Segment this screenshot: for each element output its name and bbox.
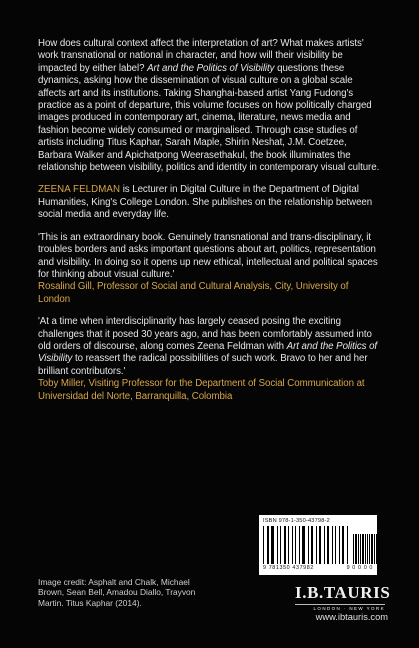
barcode-bar bbox=[342, 526, 344, 564]
quote-attribution: Toby Miller, Visiting Professor for the Department of Social Communication at Universidad del Norte, Barranquilla, Colombia bbox=[38, 378, 365, 402]
barcode-digits bbox=[263, 565, 373, 571]
barcode-bar bbox=[294, 526, 295, 564]
barcode-bar bbox=[316, 526, 317, 564]
barcode-bar bbox=[322, 526, 323, 564]
barcode-bar bbox=[265, 526, 266, 564]
barcode-addon-bar bbox=[355, 534, 357, 564]
barcode-bar bbox=[270, 526, 271, 564]
barcode-bar bbox=[306, 526, 307, 564]
isbn-barcode bbox=[259, 515, 377, 575]
endorsement-quote bbox=[38, 316, 382, 403]
barcode-number: 9 781350 437982 bbox=[263, 565, 314, 571]
blurb-text-2: questions these dynamics, asking how the dissemination of visual culture on a global scale affects art and its institutions. Taking Shanghai-based artist Yang Fudong's practice as a point of departure, this volume focuses on how politically charged images produced in contemporary art, cinema, literature, news media and fashion become widely consumed or marginalised. Through case studies of artists including Titus Kaphar, Sarah Maple, Shirin Neshat, J.M. Coetzee, Barbara Walker and Apichatpong Weerasethakul, the book illuminates the relationship between visibility, politics and identity in contemporary visual culture. bbox=[38, 62, 380, 174]
barcode-bar bbox=[267, 526, 269, 564]
barcode-bar bbox=[319, 526, 321, 564]
barcode-bar bbox=[288, 526, 289, 564]
barcode-bar bbox=[279, 526, 280, 564]
barcode-bar bbox=[297, 526, 298, 564]
barcode-bar bbox=[345, 526, 346, 564]
barcode-bar bbox=[280, 526, 281, 564]
barcode-bar bbox=[335, 526, 336, 564]
barcode-bar bbox=[302, 526, 305, 564]
barcode-bar bbox=[332, 526, 333, 564]
blurb-paragraph bbox=[38, 38, 382, 174]
barcode-bar bbox=[271, 526, 274, 564]
barcode-bar bbox=[284, 526, 286, 564]
barcode-bar bbox=[314, 526, 315, 564]
barcode-bar bbox=[311, 526, 313, 564]
author-bio bbox=[38, 184, 382, 221]
endorsement-quote bbox=[38, 232, 382, 306]
book-blurb bbox=[38, 38, 382, 174]
barcode-bar bbox=[295, 526, 296, 564]
barcode-addon-bar bbox=[367, 534, 368, 564]
barcode-bar bbox=[287, 526, 288, 564]
barcode-addon-bar bbox=[378, 534, 380, 564]
barcode-bar bbox=[324, 526, 325, 564]
author-bio-text: is Lecturer in Digital Culture in the Department of Digital Humanities, King's College London. She publishes on the relationship between social media and everyday life. bbox=[38, 184, 373, 221]
barcode-addon-bar bbox=[360, 534, 361, 564]
blurb-book-title: Art and the Politics of Visibility bbox=[147, 62, 275, 74]
quote-text: 'At a time when interdisciplinarity has largely ceased posing the exciting challenges that it posed 30 years ago, and has been comfortably assumed into old orders of discourse, along comes Zeena Feldman with bbox=[38, 316, 372, 352]
quote-text: 'This is an extraordinary book. Genuinely transnational and trans-disciplinary, it troubles borders and asks important questions about art, politics, representation and visibility. In doing so it opens up new ethical, intellectual and political spaces for thinking about visual culture.' bbox=[38, 231, 378, 280]
publisher-website: www.ibtauris.com bbox=[315, 612, 388, 622]
barcode-bar bbox=[275, 526, 276, 564]
quote-text-end: to reassert the radical possibilities of such work. Bravo to her and her brilliant contributors.' bbox=[38, 353, 368, 377]
barcode-bar bbox=[310, 526, 311, 564]
barcode-bar bbox=[337, 526, 338, 564]
quote-book-title: Art and the Politics of Visibility bbox=[38, 340, 378, 365]
barcode-bar bbox=[299, 526, 300, 564]
barcode-bar bbox=[347, 526, 348, 564]
barcode-bar bbox=[339, 526, 340, 564]
barcode-bars bbox=[263, 526, 373, 564]
publisher-logo bbox=[295, 583, 391, 611]
barcode-addon-bar bbox=[365, 534, 366, 564]
barcode-addon-bar bbox=[369, 534, 370, 564]
barcode-bar bbox=[334, 526, 335, 564]
publisher-name: I.B.TAURIS bbox=[295, 583, 391, 602]
publisher-subline: LONDON · NEW YORK bbox=[295, 604, 385, 611]
barcode-bar bbox=[263, 526, 264, 564]
barcode-addon-number: 9 0 0 0 0 bbox=[346, 565, 373, 571]
barcode-bar bbox=[308, 526, 309, 564]
barcode-addon-bar bbox=[371, 534, 373, 564]
barcode-bar bbox=[327, 526, 329, 564]
author-name: ZEENA FELDMAN bbox=[38, 184, 121, 196]
barcode-bar bbox=[341, 526, 342, 564]
barcode-addon-bar bbox=[362, 534, 364, 564]
barcode-addon-bar bbox=[353, 534, 354, 564]
barcode-bar bbox=[292, 526, 293, 564]
quote-attribution: Rosalind Gill, Professor of Social and Cultural Analysis, City, University of London bbox=[38, 281, 349, 305]
isbn-label: ISBN 978-1-350-43798-2 bbox=[263, 518, 330, 524]
barcode-bar bbox=[326, 526, 327, 564]
image-credit: Image credit: Asphalt and Chalk, Michael Brown, Sean Bell, Amadou Diallo, Trayvon Martin. Titus Kaphar (2014). bbox=[38, 577, 196, 608]
barcode-bar bbox=[277, 526, 278, 564]
barcode-bar bbox=[330, 526, 331, 564]
barcode-bar bbox=[318, 526, 319, 564]
barcode-addon-bar bbox=[376, 534, 377, 564]
barcode-main bbox=[263, 526, 349, 564]
barcode-addon bbox=[353, 534, 381, 564]
barcode-bar bbox=[301, 526, 302, 564]
cover-text-block bbox=[38, 38, 382, 403]
barcode-addon-bar bbox=[374, 534, 375, 564]
barcode-bar bbox=[282, 526, 283, 564]
barcode-bar bbox=[290, 526, 291, 564]
blurb-text-1: How does cultural context affect the interpretation of art? What makes artists' work transnational or national in character, and how will their visibility be impacted by either label? bbox=[38, 38, 364, 74]
barcode-addon-bar bbox=[358, 534, 359, 564]
